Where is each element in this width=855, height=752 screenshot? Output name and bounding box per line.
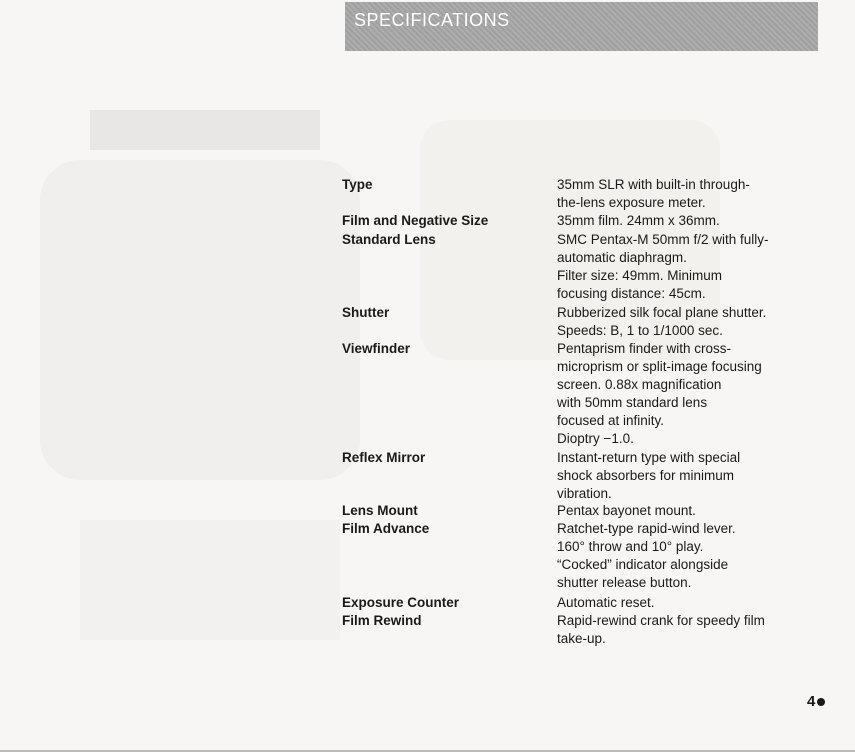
spec-value-line: Dioptry −1.0.: [557, 431, 634, 446]
spec-label: Viewfinder: [342, 341, 411, 356]
spec-value-line: “Cocked” indicator alongside: [557, 557, 729, 572]
spec-value-line: Rubberized silk focal plane shutter.: [557, 305, 767, 320]
spec-value-line: screen. 0.88x magnification: [557, 377, 722, 392]
spec-value-line: microprism or split-image focusing: [557, 359, 762, 374]
spec-value-line: shutter release button.: [557, 575, 692, 590]
background-ghost-image: [90, 110, 320, 150]
spec-value-line: focused at infinity.: [557, 413, 665, 428]
bullet-dot-icon: [817, 698, 825, 706]
page-title: SPECIFICATIONS: [354, 10, 510, 30]
spec-value-line: automatic diaphragm.: [557, 250, 687, 265]
spec-label: Type: [342, 177, 373, 192]
spec-value-line: Rapid-rewind crank for speedy film: [557, 613, 765, 628]
spec-value: [557, 340, 822, 448]
page-number: [807, 693, 825, 710]
spec-value: [557, 231, 822, 303]
spec-value-line: Pentax bayonet mount.: [557, 503, 696, 518]
spec-label: Exposure Counter: [342, 595, 460, 610]
spec-value-line: SMC Pentax-M 50mm f/2 with fully-: [557, 232, 769, 247]
section-header-banner: [345, 2, 818, 51]
spec-value: [557, 449, 822, 503]
spec-label: Standard Lens: [342, 232, 436, 247]
spec-value-line: 35mm film. 24mm x 36mm.: [557, 213, 720, 228]
spec-value: [557, 520, 822, 592]
spec-value-line: Instant-return type with special: [557, 450, 741, 465]
spec-label: Film Rewind: [342, 613, 422, 628]
spec-value-line: Automatic reset.: [557, 595, 655, 610]
spec-value: [557, 612, 822, 648]
spec-value-line: Speeds: B, 1 to 1/1000 sec.: [557, 323, 723, 338]
spec-value-line: shock absorbers for minimum: [557, 468, 735, 483]
spec-label: Film and Negative Size: [342, 213, 489, 228]
spec-value-line: 160° throw and 10° play.: [557, 539, 704, 554]
background-ghost-image: [40, 160, 360, 480]
spec-value-line: Filter size: 49mm. Minimum: [557, 268, 723, 283]
spec-label: Shutter: [342, 305, 390, 320]
spec-value-line: take-up.: [557, 631, 606, 646]
spec-value-line: with 50mm standard lens: [557, 395, 708, 410]
spec-label: Lens Mount: [342, 503, 418, 518]
spec-value: [557, 304, 822, 340]
spec-value-line: the-lens exposure meter.: [557, 195, 706, 210]
spec-label: Film Advance: [342, 521, 430, 536]
spec-value-line: focusing distance: 45cm.: [557, 286, 706, 301]
spec-value-line: Ratchet-type rapid-wind lever.: [557, 521, 736, 536]
page-number-text: 4: [807, 693, 816, 710]
spec-value-line: vibration.: [557, 486, 612, 501]
spec-label: Reflex Mirror: [342, 450, 426, 465]
spec-value: [557, 212, 822, 230]
spec-value: [557, 176, 822, 212]
background-ghost-image: [80, 520, 340, 640]
spec-value: [557, 594, 822, 612]
spec-value: [557, 502, 822, 520]
spec-value-line: 35mm SLR with built-in through-: [557, 177, 750, 192]
spec-value-line: Pentaprism finder with cross-: [557, 341, 732, 356]
